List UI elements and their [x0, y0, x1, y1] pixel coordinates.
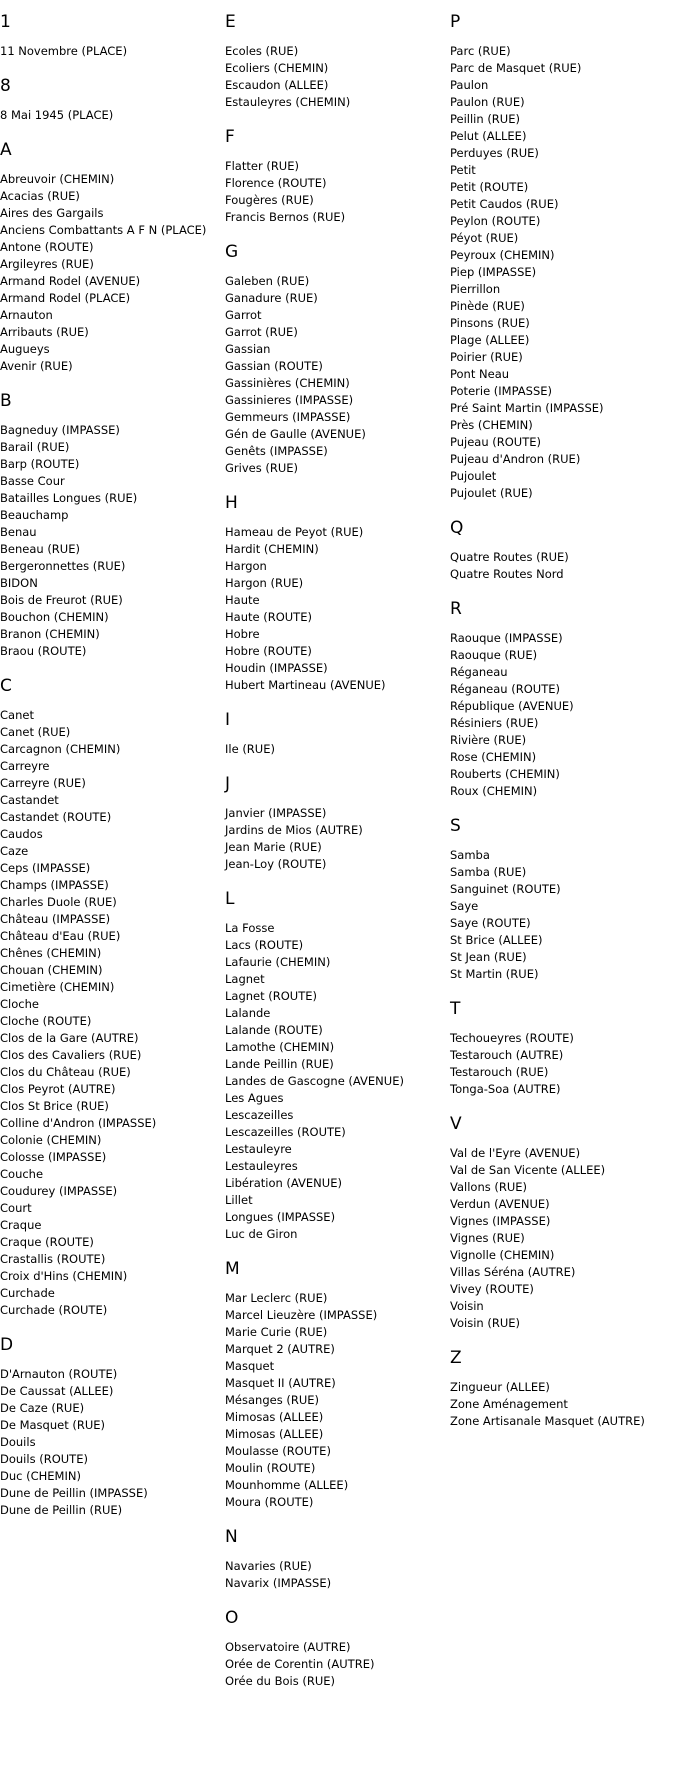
- street-item: Château d'Eau (RUE): [0, 929, 121, 943]
- street-item: Longues (IMPASSE): [225, 1210, 336, 1224]
- street-item: Pujoulet: [450, 469, 497, 483]
- street-item: Croix d'Hins (CHEMIN): [0, 1269, 128, 1283]
- street-item: Perduyes (RUE): [450, 146, 539, 160]
- street-item: Vignes (RUE): [450, 1231, 525, 1245]
- street-item: Braou (ROUTE): [0, 644, 87, 658]
- street-item: Caudos: [0, 827, 43, 841]
- street-item: Luc de Giron: [225, 1227, 298, 1241]
- street-item: Ecoles (RUE): [225, 44, 299, 58]
- street-item: Lescazeilles: [225, 1108, 294, 1122]
- street-item: Colline d'Andron (IMPASSE): [0, 1116, 157, 1130]
- street-list: [450, 43, 675, 502]
- street-item: Gassian (ROUTE): [225, 359, 323, 373]
- street-item: Clos St Brice (RUE): [0, 1099, 109, 1113]
- street-item: Arribauts (RUE): [0, 325, 89, 339]
- street-item: Moulasse (ROUTE): [225, 1444, 331, 1458]
- street-list: [0, 107, 225, 124]
- street-item: Château (IMPASSE): [0, 912, 111, 926]
- section-letter-heading: H: [225, 493, 238, 513]
- street-item: Pinède (RUE): [450, 299, 525, 313]
- street-item: Poirier (RUE): [450, 350, 523, 364]
- letter-section: [225, 493, 450, 694]
- street-item: Les Agues: [225, 1091, 284, 1105]
- street-item: Péyot (RUE): [450, 231, 519, 245]
- street-item: Florence (ROUTE): [225, 176, 327, 190]
- street-item: Libération (AVENUE): [225, 1176, 342, 1190]
- street-item: Hobre: [225, 627, 260, 641]
- street-item: Escaudon (ALLEE): [225, 78, 329, 92]
- section-letter-heading: C: [0, 676, 12, 696]
- street-item: Bois de Freurot (RUE): [0, 593, 123, 607]
- street-item: Genêts (IMPASSE): [225, 444, 328, 458]
- column-1: [0, 12, 225, 1706]
- street-item: Zone Aménagement: [450, 1397, 568, 1411]
- street-item: Lagnet: [225, 972, 265, 986]
- street-item: Fougères (RUE): [225, 193, 314, 207]
- street-item: Hubert Martineau (AVENUE): [225, 678, 386, 692]
- letter-section: [0, 676, 225, 1319]
- street-item: Flatter (RUE): [225, 159, 299, 173]
- street-item: Clos Peyrot (AUTRE): [0, 1082, 116, 1096]
- street-item: Jean-Loy (ROUTE): [225, 857, 327, 871]
- section-letter-heading: L: [225, 889, 235, 909]
- street-item: Branon (CHEMIN): [0, 627, 100, 641]
- street-item: Bergeronnettes (RUE): [0, 559, 126, 573]
- street-item: Marquet 2 (AUTRE): [225, 1342, 335, 1356]
- street-item: Crastallis (ROUTE): [0, 1252, 106, 1266]
- street-item: Francis Bernos (RUE): [225, 210, 346, 224]
- street-item: Lacs (ROUTE): [225, 938, 304, 952]
- section-letter-heading: F: [225, 127, 235, 147]
- street-item: Villas Séréna (AUTRE): [450, 1265, 576, 1279]
- street-item: Douils (ROUTE): [0, 1452, 88, 1466]
- street-item: Lillet: [225, 1193, 253, 1207]
- section-letter-heading: Z: [450, 1348, 462, 1368]
- street-item: Pinsons (RUE): [450, 316, 530, 330]
- section-letter-heading: 1: [0, 12, 11, 32]
- street-item: Anciens Combattants A F N (PLACE): [0, 223, 207, 237]
- street-item: Janvier (IMPASSE): [225, 806, 327, 820]
- street-item: Garrot (RUE): [225, 325, 298, 339]
- street-item: Barp (ROUTE): [0, 457, 80, 471]
- street-list: [225, 741, 450, 758]
- street-item: Barail (RUE): [0, 440, 70, 454]
- street-item: Gassinieres (IMPASSE): [225, 393, 354, 407]
- street-item: Argileyres (RUE): [0, 257, 94, 271]
- street-item: Castandet: [0, 793, 59, 807]
- letter-section: [225, 1608, 450, 1690]
- street-list: [450, 1145, 675, 1332]
- street-item: Abreuvoir (CHEMIN): [0, 172, 115, 186]
- section-letter-heading: E: [225, 12, 236, 32]
- street-item: Val de l'Eyre (AVENUE): [450, 1146, 581, 1160]
- letter-section: [0, 391, 225, 660]
- street-item: Jean Marie (RUE): [225, 840, 322, 854]
- street-item: Hargon: [225, 559, 267, 573]
- street-item: Pujoulet (RUE): [450, 486, 533, 500]
- street-item: Réganeau (ROUTE): [450, 682, 560, 696]
- street-item: Clos du Château (RUE): [0, 1065, 131, 1079]
- section-letter-heading: P: [450, 12, 461, 32]
- street-item: Rouberts (CHEMIN): [450, 767, 560, 781]
- street-item: Poterie (IMPASSE): [450, 384, 553, 398]
- street-list: [225, 158, 450, 226]
- street-item: De Caze (RUE): [0, 1401, 85, 1415]
- street-item: Mimosas (ALLEE): [225, 1427, 324, 1441]
- street-item: Navaries (RUE): [225, 1559, 312, 1573]
- section-letter-heading: I: [225, 710, 231, 730]
- street-item: Quatre Routes Nord: [450, 567, 564, 581]
- street-item: Zone Artisanale Masquet (AUTRE): [450, 1414, 645, 1428]
- street-item: Gassinières (CHEMIN): [225, 376, 350, 390]
- street-list: [225, 1639, 450, 1690]
- street-item: Augueys: [0, 342, 50, 356]
- street-item: Marie Curie (RUE): [225, 1325, 328, 1339]
- section-letter-heading: M: [225, 1259, 240, 1279]
- street-item: Rose (CHEMIN): [450, 750, 537, 764]
- street-item: Lagnet (ROUTE): [225, 989, 318, 1003]
- street-list: [0, 422, 225, 660]
- street-item: Curchade (ROUTE): [0, 1303, 108, 1317]
- street-item: Galeben (RUE): [225, 274, 310, 288]
- street-list: [225, 524, 450, 694]
- street-item: Vivey (ROUTE): [450, 1282, 534, 1296]
- letter-section: [0, 140, 225, 375]
- street-item: 11 Novembre (PLACE): [0, 44, 128, 58]
- street-item: Gemmeurs (IMPASSE): [225, 410, 351, 424]
- street-index: [0, 12, 675, 1706]
- street-item: Cloche: [0, 997, 39, 1011]
- section-letter-heading: D: [0, 1335, 14, 1355]
- street-item: Mimosas (ALLEE): [225, 1410, 324, 1424]
- street-item: Hargon (RUE): [225, 576, 304, 590]
- street-item: Petit (ROUTE): [450, 180, 529, 194]
- street-item: Quatre Routes (RUE): [450, 550, 569, 564]
- street-item: Beneau (RUE): [0, 542, 80, 556]
- section-letter-heading: O: [225, 1608, 239, 1628]
- street-item: Garrot: [225, 308, 262, 322]
- street-item: Charles Duole (RUE): [0, 895, 117, 909]
- street-item: Gén de Gaulle (AVENUE): [225, 427, 366, 441]
- street-item: Testarouch (RUE): [450, 1065, 549, 1079]
- street-item: Ile (RUE): [225, 742, 275, 756]
- street-item: Gassian: [225, 342, 271, 356]
- section-letter-heading: G: [225, 242, 239, 262]
- street-item: Mar Leclerc (RUE): [225, 1291, 328, 1305]
- street-item: Plage (ALLEE): [450, 333, 530, 347]
- section-letter-heading: A: [0, 140, 12, 160]
- letter-section: [450, 1114, 675, 1332]
- letter-section: [450, 599, 675, 800]
- letter-section: [225, 242, 450, 477]
- street-list: [0, 171, 225, 375]
- street-item: D'Arnauton (ROUTE): [0, 1367, 118, 1381]
- street-item: Raouque (IMPASSE): [450, 631, 563, 645]
- letter-section: [450, 816, 675, 983]
- street-item: Testarouch (AUTRE): [450, 1048, 564, 1062]
- street-item: Pujeau (ROUTE): [450, 435, 542, 449]
- section-letter-heading: 8: [0, 76, 11, 96]
- street-item: Ecoliers (CHEMIN): [225, 61, 329, 75]
- street-item: Cloche (ROUTE): [0, 1014, 92, 1028]
- street-item: Grives (RUE): [225, 461, 299, 475]
- street-item: Réganeau: [450, 665, 508, 679]
- street-item: Craque (ROUTE): [0, 1235, 94, 1249]
- street-item: Douils: [0, 1435, 36, 1449]
- letter-section: [225, 710, 450, 758]
- letter-section: [450, 999, 675, 1098]
- street-item: La Fosse: [225, 921, 275, 935]
- street-item: Samba: [450, 848, 490, 862]
- street-list: [225, 273, 450, 477]
- street-item: Près (CHEMIN): [450, 418, 533, 432]
- street-item: Dune de Peillin (RUE): [0, 1503, 123, 1517]
- street-item: Lafaurie (CHEMIN): [225, 955, 331, 969]
- street-item: Jardins de Mios (AUTRE): [225, 823, 363, 837]
- street-item: Duc (CHEMIN): [0, 1469, 81, 1483]
- street-item: Haute (ROUTE): [225, 610, 312, 624]
- street-item: Rivière (RUE): [450, 733, 527, 747]
- street-item: Orée du Bois (RUE): [225, 1674, 335, 1688]
- street-item: Dune de Peillin (IMPASSE): [0, 1486, 148, 1500]
- letter-section: [225, 12, 450, 111]
- street-item: Marcel Lieuzère (IMPASSE): [225, 1308, 378, 1322]
- letter-section: [0, 1335, 225, 1519]
- street-item: Lestauleyres: [225, 1159, 298, 1173]
- street-item: Lestauleyre: [225, 1142, 292, 1156]
- street-item: Carreyre (RUE): [0, 776, 86, 790]
- street-item: Ganadure (RUE): [225, 291, 318, 305]
- column-3: [450, 12, 675, 1706]
- street-list: [450, 1379, 675, 1430]
- street-item: Chênes (CHEMIN): [0, 946, 102, 960]
- street-item: République (AVENUE): [450, 699, 574, 713]
- street-item: Voisin: [450, 1299, 484, 1313]
- street-item: Aires des Gargails: [0, 206, 104, 220]
- letter-section: [225, 889, 450, 1243]
- street-list: [450, 847, 675, 983]
- street-item: Raouque (RUE): [450, 648, 538, 662]
- section-letter-heading: J: [225, 774, 231, 794]
- street-item: Vallons (RUE): [450, 1180, 528, 1194]
- street-item: Masquet II (AUTRE): [225, 1376, 336, 1390]
- street-item: 8 Mai 1945 (PLACE): [0, 108, 114, 122]
- street-item: Castandet (ROUTE): [0, 810, 112, 824]
- street-item: Pont Neau: [450, 367, 510, 381]
- street-item: BIDON: [0, 576, 38, 590]
- street-item: Champs (IMPASSE): [0, 878, 109, 892]
- street-item: Landes de Gascogne (AVENUE): [225, 1074, 404, 1088]
- street-item: Hardit (CHEMIN): [225, 542, 319, 556]
- street-item: Court: [0, 1201, 32, 1215]
- letter-section: [0, 12, 225, 60]
- street-item: Bouchon (CHEMIN): [0, 610, 109, 624]
- section-letter-heading: N: [225, 1527, 238, 1547]
- street-item: Masquet: [225, 1359, 275, 1373]
- street-list: [450, 1030, 675, 1098]
- street-item: Hobre (ROUTE): [225, 644, 312, 658]
- street-item: Pujeau d'Andron (RUE): [450, 452, 581, 466]
- street-item: Lalande (ROUTE): [225, 1023, 323, 1037]
- street-item: Techoueyres (ROUTE): [450, 1031, 574, 1045]
- street-list: [225, 1290, 450, 1511]
- street-item: Colosse (IMPASSE): [0, 1150, 107, 1164]
- street-item: Benau: [0, 525, 37, 539]
- street-item: Canet (RUE): [0, 725, 71, 739]
- letter-section: [0, 76, 225, 124]
- street-item: Navarix (IMPASSE): [225, 1576, 332, 1590]
- street-list: [225, 920, 450, 1243]
- street-item: Acacias (RUE): [0, 189, 80, 203]
- letter-section: [450, 12, 675, 502]
- street-item: Samba (RUE): [450, 865, 527, 879]
- street-item: Vignes (IMPASSE): [450, 1214, 551, 1228]
- street-item: Lande Peillin (RUE): [225, 1057, 334, 1071]
- street-item: Verdun (AVENUE): [450, 1197, 550, 1211]
- street-item: Couche: [0, 1167, 44, 1181]
- street-item: Saye: [450, 899, 479, 913]
- street-item: Arnauton: [0, 308, 53, 322]
- street-item: Mounhomme (ALLEE): [225, 1478, 349, 1492]
- letter-section: [450, 518, 675, 583]
- street-item: Petit: [450, 163, 476, 177]
- street-item: Résiniers (RUE): [450, 716, 539, 730]
- street-item: St Martin (RUE): [450, 967, 539, 981]
- street-list: [0, 43, 225, 60]
- street-item: Pelut (ALLEE): [450, 129, 527, 143]
- street-item: Paulon: [450, 78, 489, 92]
- street-item: Paulon (RUE): [450, 95, 525, 109]
- letter-section: [225, 127, 450, 226]
- street-item: Observatoire (AUTRE): [225, 1640, 351, 1654]
- street-item: De Masquet (RUE): [0, 1418, 106, 1432]
- street-item: Bagneduy (IMPASSE): [0, 423, 120, 437]
- section-letter-heading: T: [450, 999, 461, 1019]
- street-item: Vignolle (CHEMIN): [450, 1248, 555, 1262]
- street-item: Colonie (CHEMIN): [0, 1133, 102, 1147]
- letter-section: [450, 1348, 675, 1430]
- letter-section: [225, 1259, 450, 1511]
- street-item: Hameau de Peyot (RUE): [225, 525, 364, 539]
- street-list: [225, 805, 450, 873]
- letter-section: [225, 774, 450, 873]
- street-item: Coudurey (IMPASSE): [0, 1184, 118, 1198]
- street-item: Haute: [225, 593, 260, 607]
- street-item: Armand Rodel (AVENUE): [0, 274, 141, 288]
- street-item: Val de San Vicente (ALLEE): [450, 1163, 606, 1177]
- street-item: Zingueur (ALLEE): [450, 1380, 550, 1394]
- street-item: Craque: [0, 1218, 42, 1232]
- street-item: Moulin (ROUTE): [225, 1461, 316, 1475]
- street-item: Curchade: [0, 1286, 55, 1300]
- street-item: Canet: [0, 708, 34, 722]
- street-item: Orée de Corentin (AUTRE): [225, 1657, 375, 1671]
- street-item: Clos de la Gare (AUTRE): [0, 1031, 139, 1045]
- street-item: Peillin (RUE): [450, 112, 520, 126]
- street-item: Lamothe (CHEMIN): [225, 1040, 335, 1054]
- column-2: [225, 12, 450, 1706]
- street-item: Estauleyres (CHEMIN): [225, 95, 351, 109]
- street-item: Moura (ROUTE): [225, 1495, 314, 1509]
- section-letter-heading: S: [450, 816, 461, 836]
- street-list: [225, 43, 450, 111]
- street-item: De Caussat (ALLEE): [0, 1384, 114, 1398]
- street-item: Carcagnon (CHEMIN): [0, 742, 121, 756]
- street-item: Antone (ROUTE): [0, 240, 94, 254]
- street-item: Clos des Cavaliers (RUE): [0, 1048, 142, 1062]
- street-item: Lescazeilles (ROUTE): [225, 1125, 346, 1139]
- street-item: Pierrillon: [450, 282, 501, 296]
- street-item: Caze: [0, 844, 29, 858]
- street-item: Carreyre: [0, 759, 50, 773]
- street-item: Pré Saint Martin (IMPASSE): [450, 401, 604, 415]
- street-item: Roux (CHEMIN): [450, 784, 538, 798]
- street-list: [450, 630, 675, 800]
- street-item: Basse Cour: [0, 474, 65, 488]
- street-item: St Brice (ALLEE): [450, 933, 543, 947]
- letter-section: [225, 1527, 450, 1592]
- street-item: Lalande: [225, 1006, 271, 1020]
- street-item: St Jean (RUE): [450, 950, 527, 964]
- street-item: Parc (RUE): [450, 44, 511, 58]
- section-letter-heading: Q: [450, 518, 464, 538]
- section-letter-heading: B: [0, 391, 12, 411]
- street-item: Peyroux (CHEMIN): [450, 248, 555, 262]
- street-item: Voisin (RUE): [450, 1316, 520, 1330]
- street-item: Petit Caudos (RUE): [450, 197, 559, 211]
- section-letter-heading: R: [450, 599, 462, 619]
- street-item: Parc de Masquet (RUE): [450, 61, 582, 75]
- street-list: [225, 1558, 450, 1592]
- street-item: Sanguinet (ROUTE): [450, 882, 561, 896]
- street-item: Batailles Longues (RUE): [0, 491, 138, 505]
- street-item: Armand Rodel (PLACE): [0, 291, 131, 305]
- street-list: [0, 707, 225, 1319]
- street-list: [450, 549, 675, 583]
- street-item: Tonga-Soa (AUTRE): [450, 1082, 561, 1096]
- street-item: Mésanges (RUE): [225, 1393, 319, 1407]
- street-item: Beauchamp: [0, 508, 69, 522]
- street-item: Houdin (IMPASSE): [225, 661, 328, 675]
- street-item: Piep (IMPASSE): [450, 265, 537, 279]
- street-item: Peylon (ROUTE): [450, 214, 541, 228]
- street-item: Chouan (CHEMIN): [0, 963, 103, 977]
- street-item: Cimetière (CHEMIN): [0, 980, 115, 994]
- street-item: Saye (ROUTE): [450, 916, 531, 930]
- street-item: Avenir (RUE): [0, 359, 73, 373]
- section-letter-heading: V: [450, 1114, 462, 1134]
- street-item: Ceps (IMPASSE): [0, 861, 91, 875]
- street-list: [0, 1366, 225, 1519]
